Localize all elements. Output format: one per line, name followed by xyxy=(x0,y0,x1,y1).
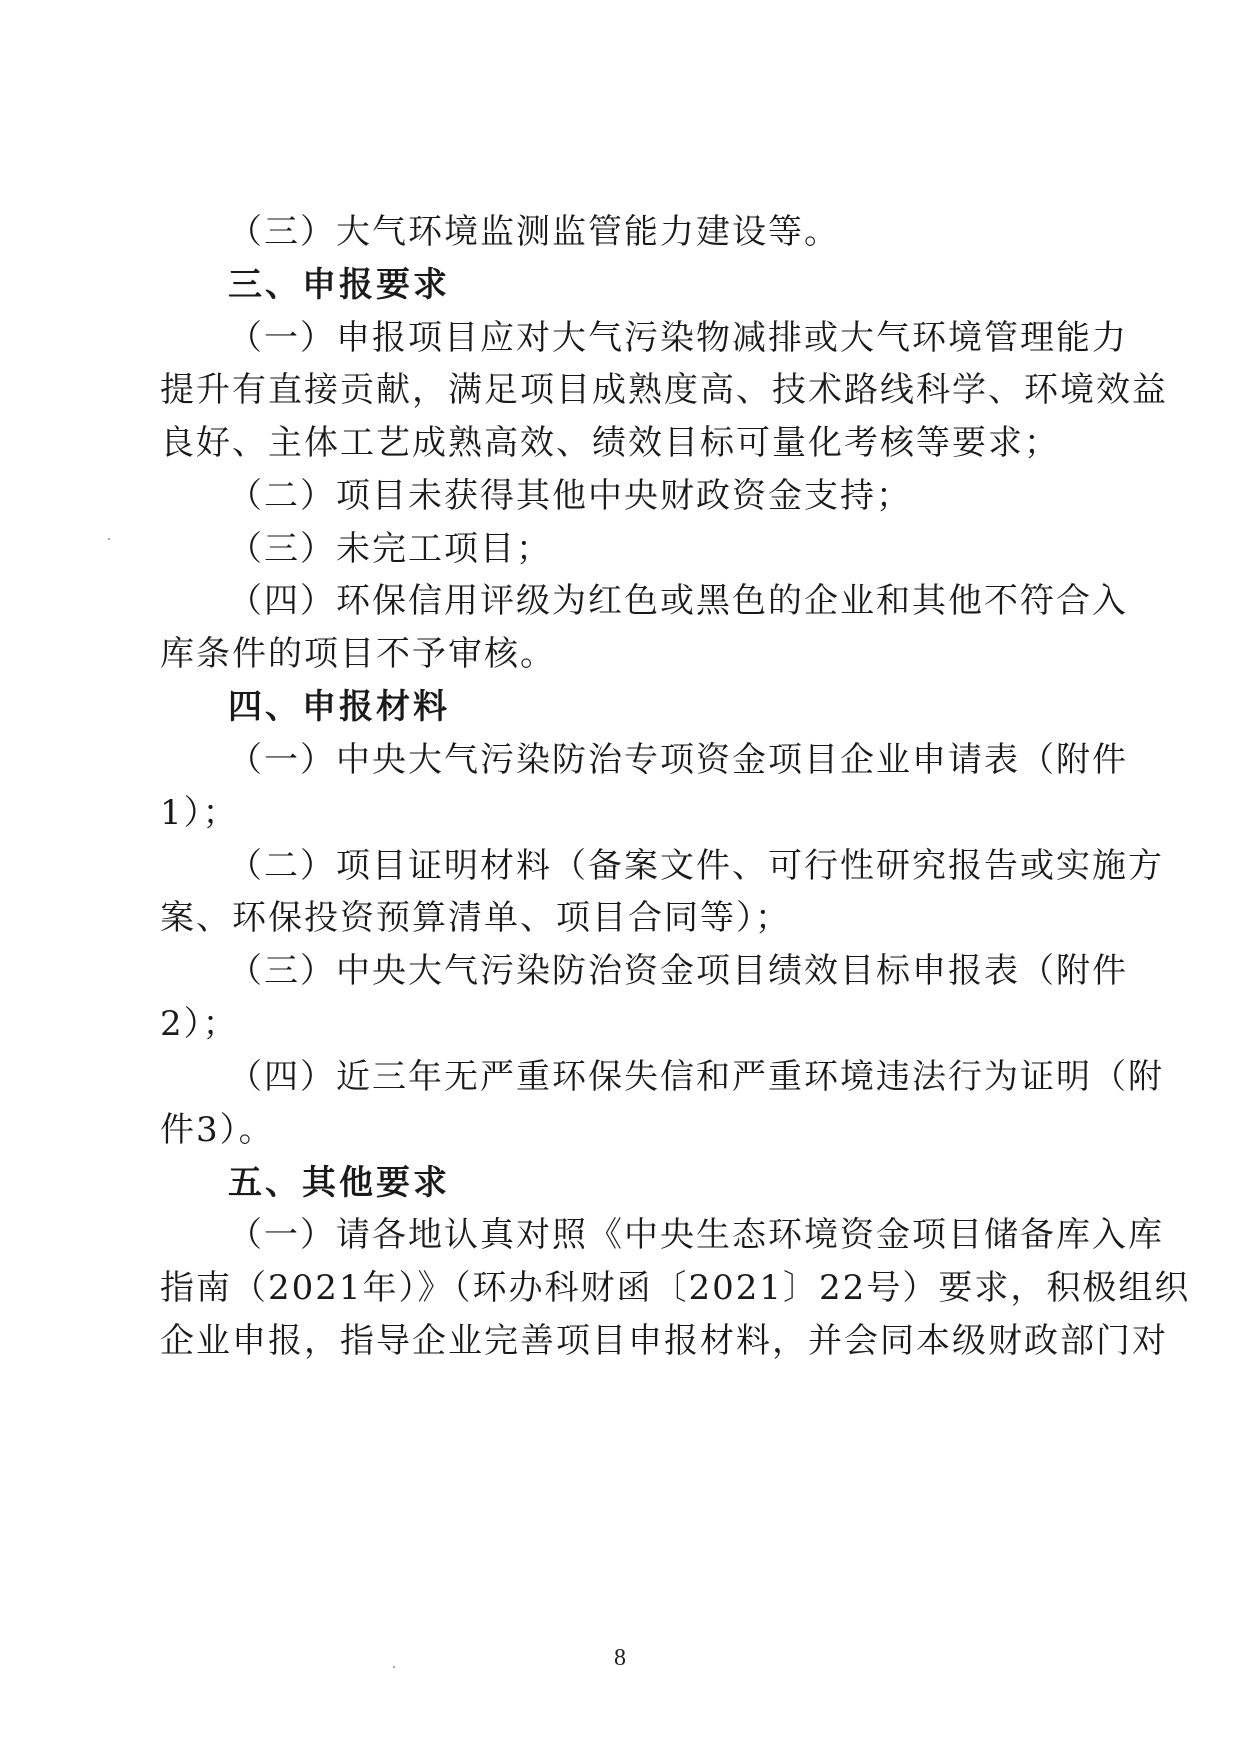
paragraph-line: 案、环保投资预算清单、项目合同等）； xyxy=(160,898,791,938)
paragraph-line: （三）未完工项目； xyxy=(228,529,552,569)
paragraph-line: 1）； xyxy=(160,793,239,833)
paragraph-line: 库条件的项目不予审核。 xyxy=(160,634,556,674)
paragraph-line: （一）申报项目应对大气污染物减排或大气环境管理能力 xyxy=(228,318,1128,358)
section-heading: 三、申报要求 xyxy=(228,265,450,305)
scan-speck xyxy=(108,538,110,540)
page-number: 8 xyxy=(614,1645,626,1671)
section-heading: 五、其他要求 xyxy=(228,1163,450,1203)
paragraph-line: （一）中央大气污染防治专项资金项目企业申请表（附件 xyxy=(228,740,1128,780)
section-heading: 四、申报材料 xyxy=(228,687,450,727)
paragraph-line: 件3）。 xyxy=(160,1110,275,1150)
paragraph-line: （三）中央大气污染防治资金项目绩效目标申报表（附件 xyxy=(228,951,1128,991)
paragraph-line: 企业申报，指导企业完善项目申报材料，并会同本级财政部门对 xyxy=(160,1321,1168,1361)
paragraph-line: （二）项目未获得其他中央财政资金支持； xyxy=(228,476,912,516)
paragraph-line: （四）环保信用评级为红色或黑色的企业和其他不符合入 xyxy=(228,581,1128,621)
paragraph-line: （二）项目证明材料（备案文件、可行性研究报告或实施方 xyxy=(228,846,1164,886)
paragraph-line: 2）； xyxy=(160,1004,239,1044)
paragraph-line: 指南（2021年）》（环办科财函〔2021〕22号）要求，积极组织 xyxy=(160,1268,1191,1308)
scan-speck xyxy=(393,1666,395,1668)
paragraph-line: 提升有直接贡献，满足项目成熟度高、技术路线科学、环境效益 xyxy=(160,370,1168,410)
paragraph-line: （一）请各地认真对照《中央生态环境资金项目储备库入库 xyxy=(228,1215,1164,1255)
paragraph-line: 良好、主体工艺成熟高效、绩效目标可量化考核等要求； xyxy=(160,423,1060,463)
paragraph-line: （四）近三年无严重环保失信和严重环境违法行为证明（附 xyxy=(228,1057,1164,1097)
paragraph-line: （三）大气环境监测监管能力建设等。 xyxy=(228,212,840,252)
